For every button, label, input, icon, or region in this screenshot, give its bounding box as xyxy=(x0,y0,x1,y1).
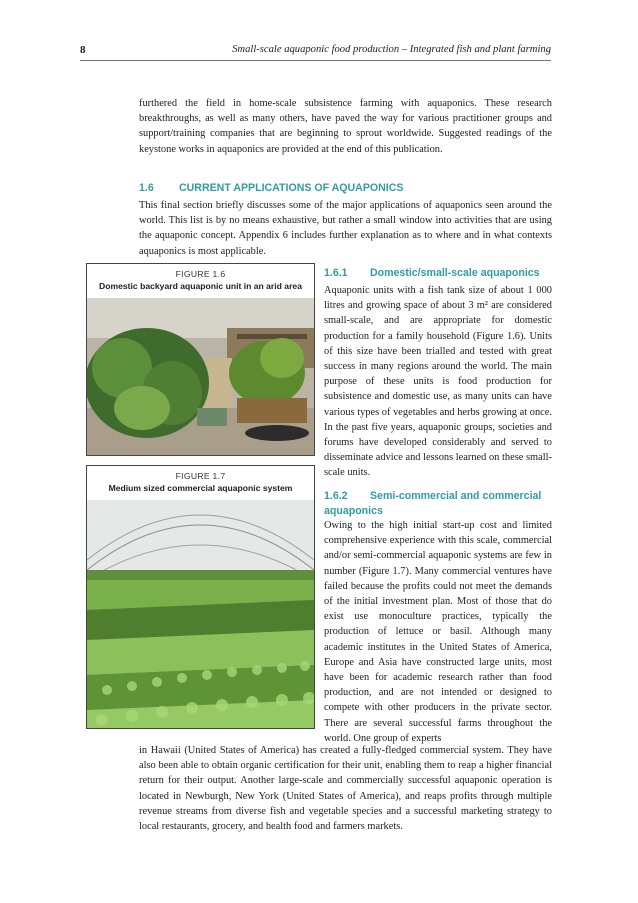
figure-label: FIGURE 1.6 xyxy=(175,269,226,279)
section-title-continued: aquaponics xyxy=(324,505,383,517)
section-number: 1.6.1 xyxy=(324,267,348,279)
section-1-6-2-body-continued: in Hawaii (United States of America) has created a fully-fledged commercial system. They have also been able to obtain organic certification for their unit, enabling them to reap a higher financial return for their output. Another large-scale and commercially successful aquaponic operation is located in Newburgh, New York (United States of America), and reaps profits through multiple revenue streams from diverse fish and vegetable species and a successful marketing strategy to local restaurants, grocery, and health food and farmers markets. xyxy=(139,745,552,833)
section-1-6-1-heading xyxy=(324,267,540,279)
section-1-6-body: This final section briefly discusses some of the major applications of aquaponics seen around the world. This list is by no means exhaustive, but rather a small window into activities that are using the aquaponic concept. Appendix 6 includes further explanation as to where and in what contexts aquaponics is most applicable. xyxy=(139,200,552,257)
header-rule xyxy=(80,60,551,61)
figure-1-7 xyxy=(86,465,315,729)
section-1-6-2-heading xyxy=(324,489,541,519)
section-title: Semi-commercial and commercial xyxy=(370,490,542,502)
section-title: Domestic/small-scale aquaponics xyxy=(370,267,540,279)
running-title: Small-scale aquaponic food production – Integrated fish and plant farming xyxy=(232,44,551,55)
section-1-6-heading xyxy=(139,182,403,194)
section-number: 1.6 xyxy=(139,182,154,194)
section-1-6-2-body: Owing to the high initial start-up cost and limited comprehensive experience with this scale, commercial and/or semi-commercial aquaponic systems are few in number (Figure 1.7). Many commercial ventures have failed because the profits could not meet the demands of the initial investment plan. Most of those that do exist use monoculture practices, typically the production of lettuce or basil. Although many academic institutes in the United States of America, Europe and Asia have constructed large units, most have been for academic research rather than food production, and are not intended or designed to compete with other producers in the private sector. There are several successful farms throughout the world. One group of experts xyxy=(324,520,552,744)
figure-1-7-photo xyxy=(87,500,314,728)
section-1-6-1-body: Aquaponic units with a fish tank size of about 1 000 litres and growing space of about 3 m² are considered small-scale, and are appropriate for domestic production for a family household (Figure 1.6). Units of this size have been trialled and tested with great success in many regions around the world. The main purpose of these units is food production for subsistence and domestic use, as many units can have various types of vegetables and herbs growing at once. In the past five years, aquaponic groups, societies and forums have developed considerably and served to disseminate advice and lessons learned on these small-scale units. xyxy=(324,285,552,479)
figure-1-6-photo xyxy=(87,298,314,455)
section-title: CURRENT APPLICATIONS OF AQUAPONICS xyxy=(179,182,404,194)
section-number: 1.6.2 xyxy=(324,490,348,502)
page-number: 8 xyxy=(80,44,86,56)
figure-caption: Domestic backyard aquaponic unit in an arid area xyxy=(99,281,302,291)
figure-1-6 xyxy=(86,263,315,456)
figure-caption: Medium sized commercial aquaponic system xyxy=(108,483,293,493)
figure-label: FIGURE 1.7 xyxy=(175,471,226,481)
figure-1-6-caption xyxy=(87,264,314,298)
intro-paragraph: furthered the field in home-scale subsistence farming with aquaponics. These research breakthroughs, as well as many others, have paved the way for various practitioner groups and support/training companies that are beginning to sprout worldwide. Suggested readings of the keystone works in aquaponics are provided at the end of this publication. xyxy=(139,98,552,155)
figure-1-7-caption xyxy=(87,466,314,500)
